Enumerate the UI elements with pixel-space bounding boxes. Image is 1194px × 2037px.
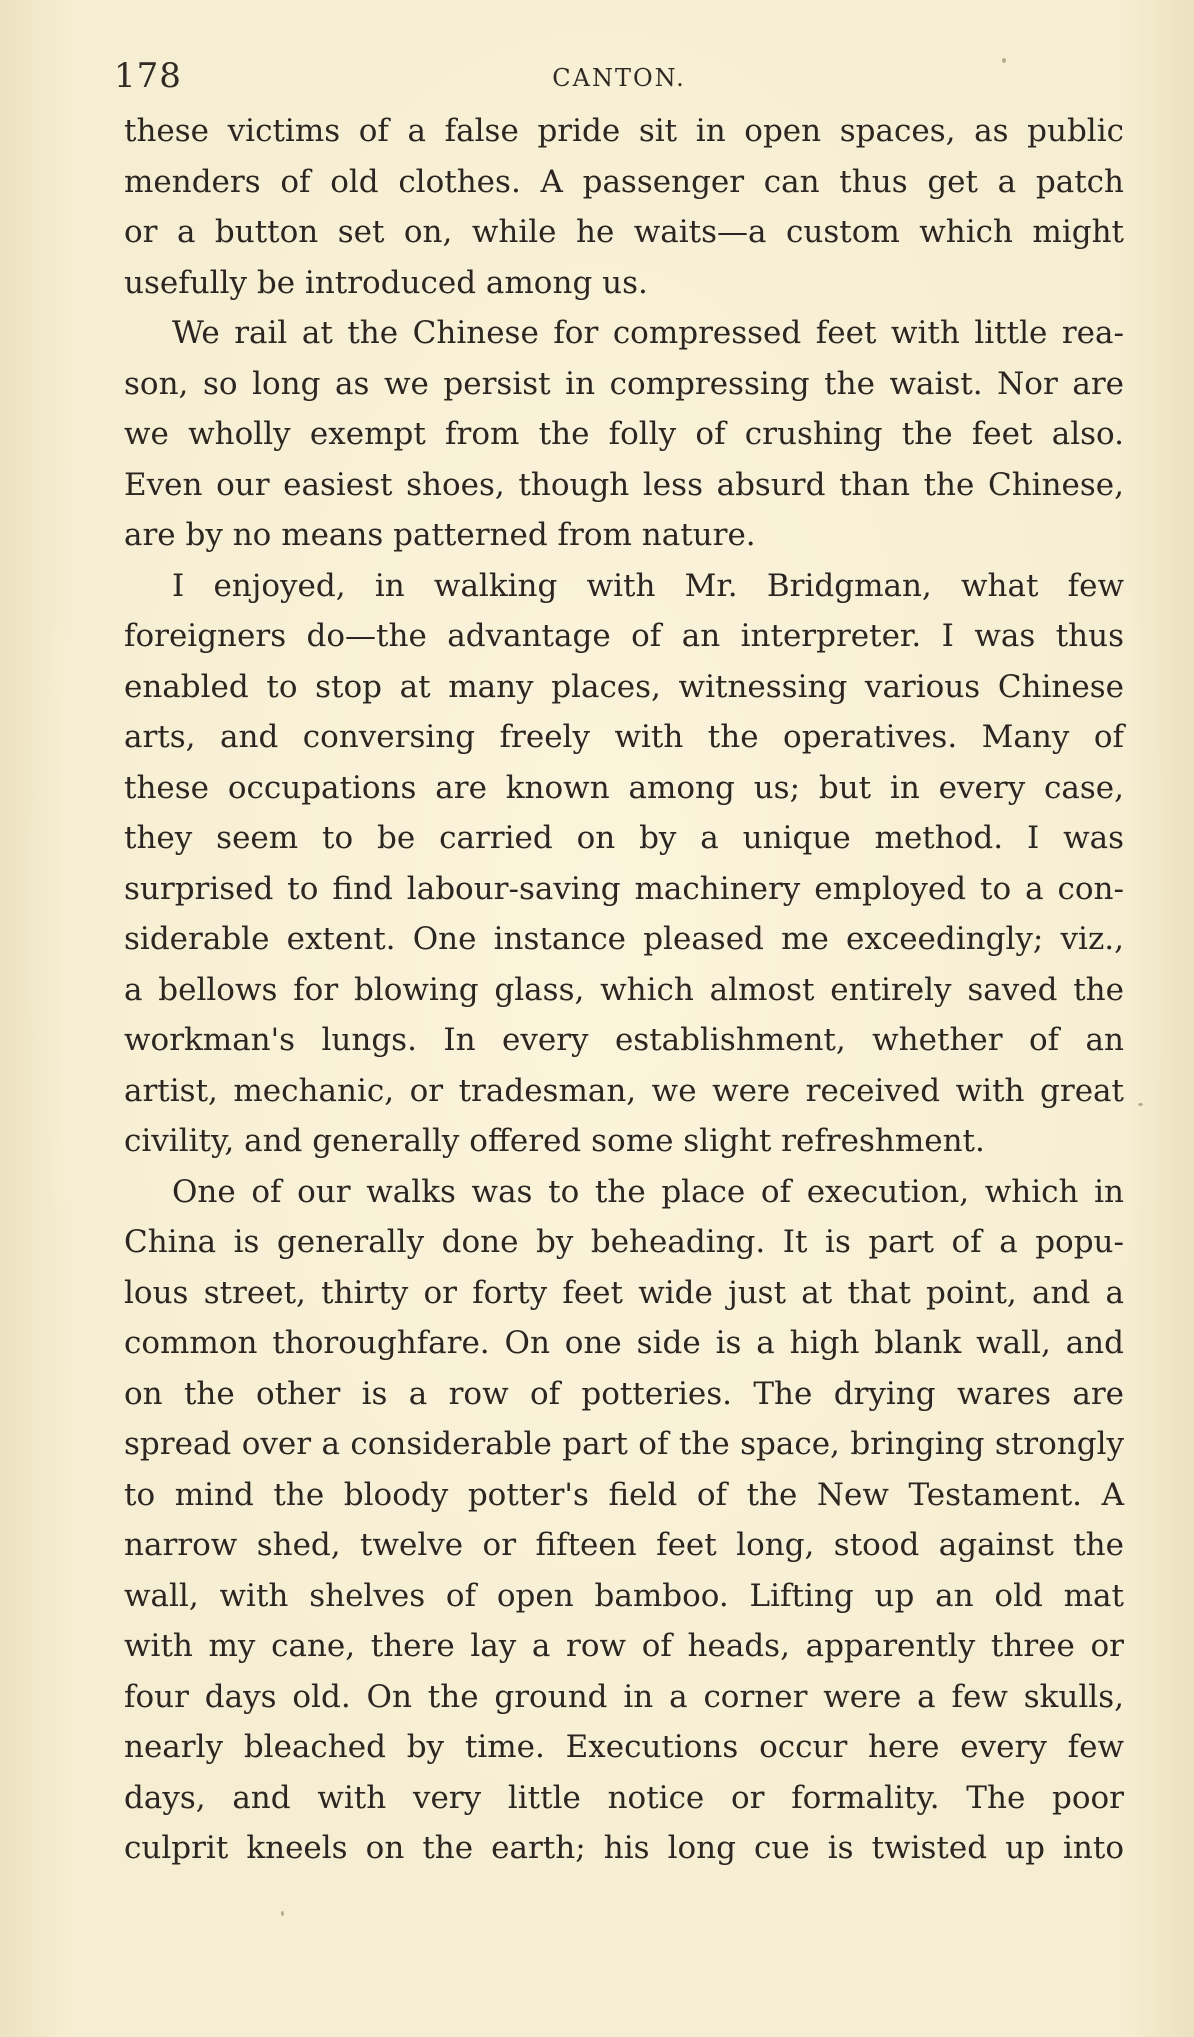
page-number: 178	[114, 56, 182, 96]
text-line: days, and with very little notice or formality. The poor	[124, 1779, 1124, 1816]
text-line: with my cane, there lay a row of heads, apparently three or	[124, 1628, 1124, 1664]
paper-speck	[1002, 58, 1006, 63]
text-line: are by no means patterned from nature.	[124, 517, 756, 553]
text-line: surprised to find labour-saving machinery employed to a con-	[124, 870, 1124, 907]
text-line: enabled to stop at many places, witnessing various Chinese	[124, 668, 1124, 705]
paper-speck	[1138, 1103, 1143, 1106]
text-line: common thoroughfare. On one side is a high blank wall, and	[124, 1325, 1124, 1361]
text-line: workman's lungs. In every establishment, whether of an	[124, 1022, 1124, 1058]
text-line: narrow shed, twelve or fifteen feet long, stood against the	[124, 1527, 1124, 1563]
text-line: arts, and conversing freely with the operatives. Many of	[124, 719, 1124, 755]
text-line: usefully be introduced among us.	[124, 264, 648, 301]
text-line: Even our easiest shoes, though less absurd than the Chinese,	[124, 466, 1124, 503]
text-line: artist, mechanic, or tradesman, we were received with great	[124, 1072, 1124, 1109]
text-line: on the other is a row of potteries. The drying wares are	[124, 1375, 1124, 1412]
text-line: a bellows for blowing glass, which almost entirely saved the	[124, 971, 1124, 1008]
text-line: culprit kneels on the earth; his long cue is twisted up into	[124, 1830, 1124, 1866]
text-line: China is generally done by beheading. It is part of a popu-	[124, 1224, 1124, 1260]
text-line: wall, with shelves of open bamboo. Lifting up an old mat	[124, 1577, 1124, 1614]
text-line: to mind the bloody potter's field of the New Testament. A	[124, 1476, 1124, 1513]
text-line: civility, and generally offered some slight refreshment.	[124, 1123, 985, 1159]
text-line: four days old. On the ground in a corner were a few skulls,	[124, 1678, 1124, 1715]
body-text	[124, 106, 1124, 1874]
text-line: they seem to be carried on by a unique method. I was	[124, 820, 1124, 856]
text-line: We rail at the Chinese for compressed feet with little rea-	[172, 315, 1124, 351]
text-line: siderable extent. One instance pleased me exceedingly; viz.,	[124, 921, 1124, 957]
text-line: we wholly exempt from the folly of crushing the feet also.	[124, 416, 1124, 452]
running-title: CANTON.	[552, 64, 686, 92]
text-line: One of our walks was to the place of execution, which in	[172, 1173, 1124, 1210]
text-line: spread over a considerable part of the space, bringing strongly	[124, 1426, 1124, 1462]
text-line: I enjoyed, in walking with Mr. Bridgman, what few	[172, 567, 1124, 604]
text-line: or a button set on, while he waits—a custom which might	[124, 214, 1124, 250]
text-line: these victims of a false pride sit in open spaces, as public	[124, 113, 1124, 149]
running-head	[114, 52, 1124, 102]
text-line: foreigners do—the advantage of an interpreter. I was thus	[124, 618, 1124, 654]
text-line: lous street, thirty or forty feet wide just at that point, and a	[124, 1274, 1124, 1311]
text-line: son, so long as we persist in compressing the waist. Nor are	[124, 365, 1124, 402]
text-line: menders of old clothes. A passenger can thus get a patch	[124, 163, 1124, 200]
text-line: these occupations are known among us; but in every case,	[124, 769, 1124, 806]
paper-speck	[281, 1911, 284, 1916]
text-line: nearly bleached by time. Executions occur here every few	[124, 1729, 1124, 1765]
